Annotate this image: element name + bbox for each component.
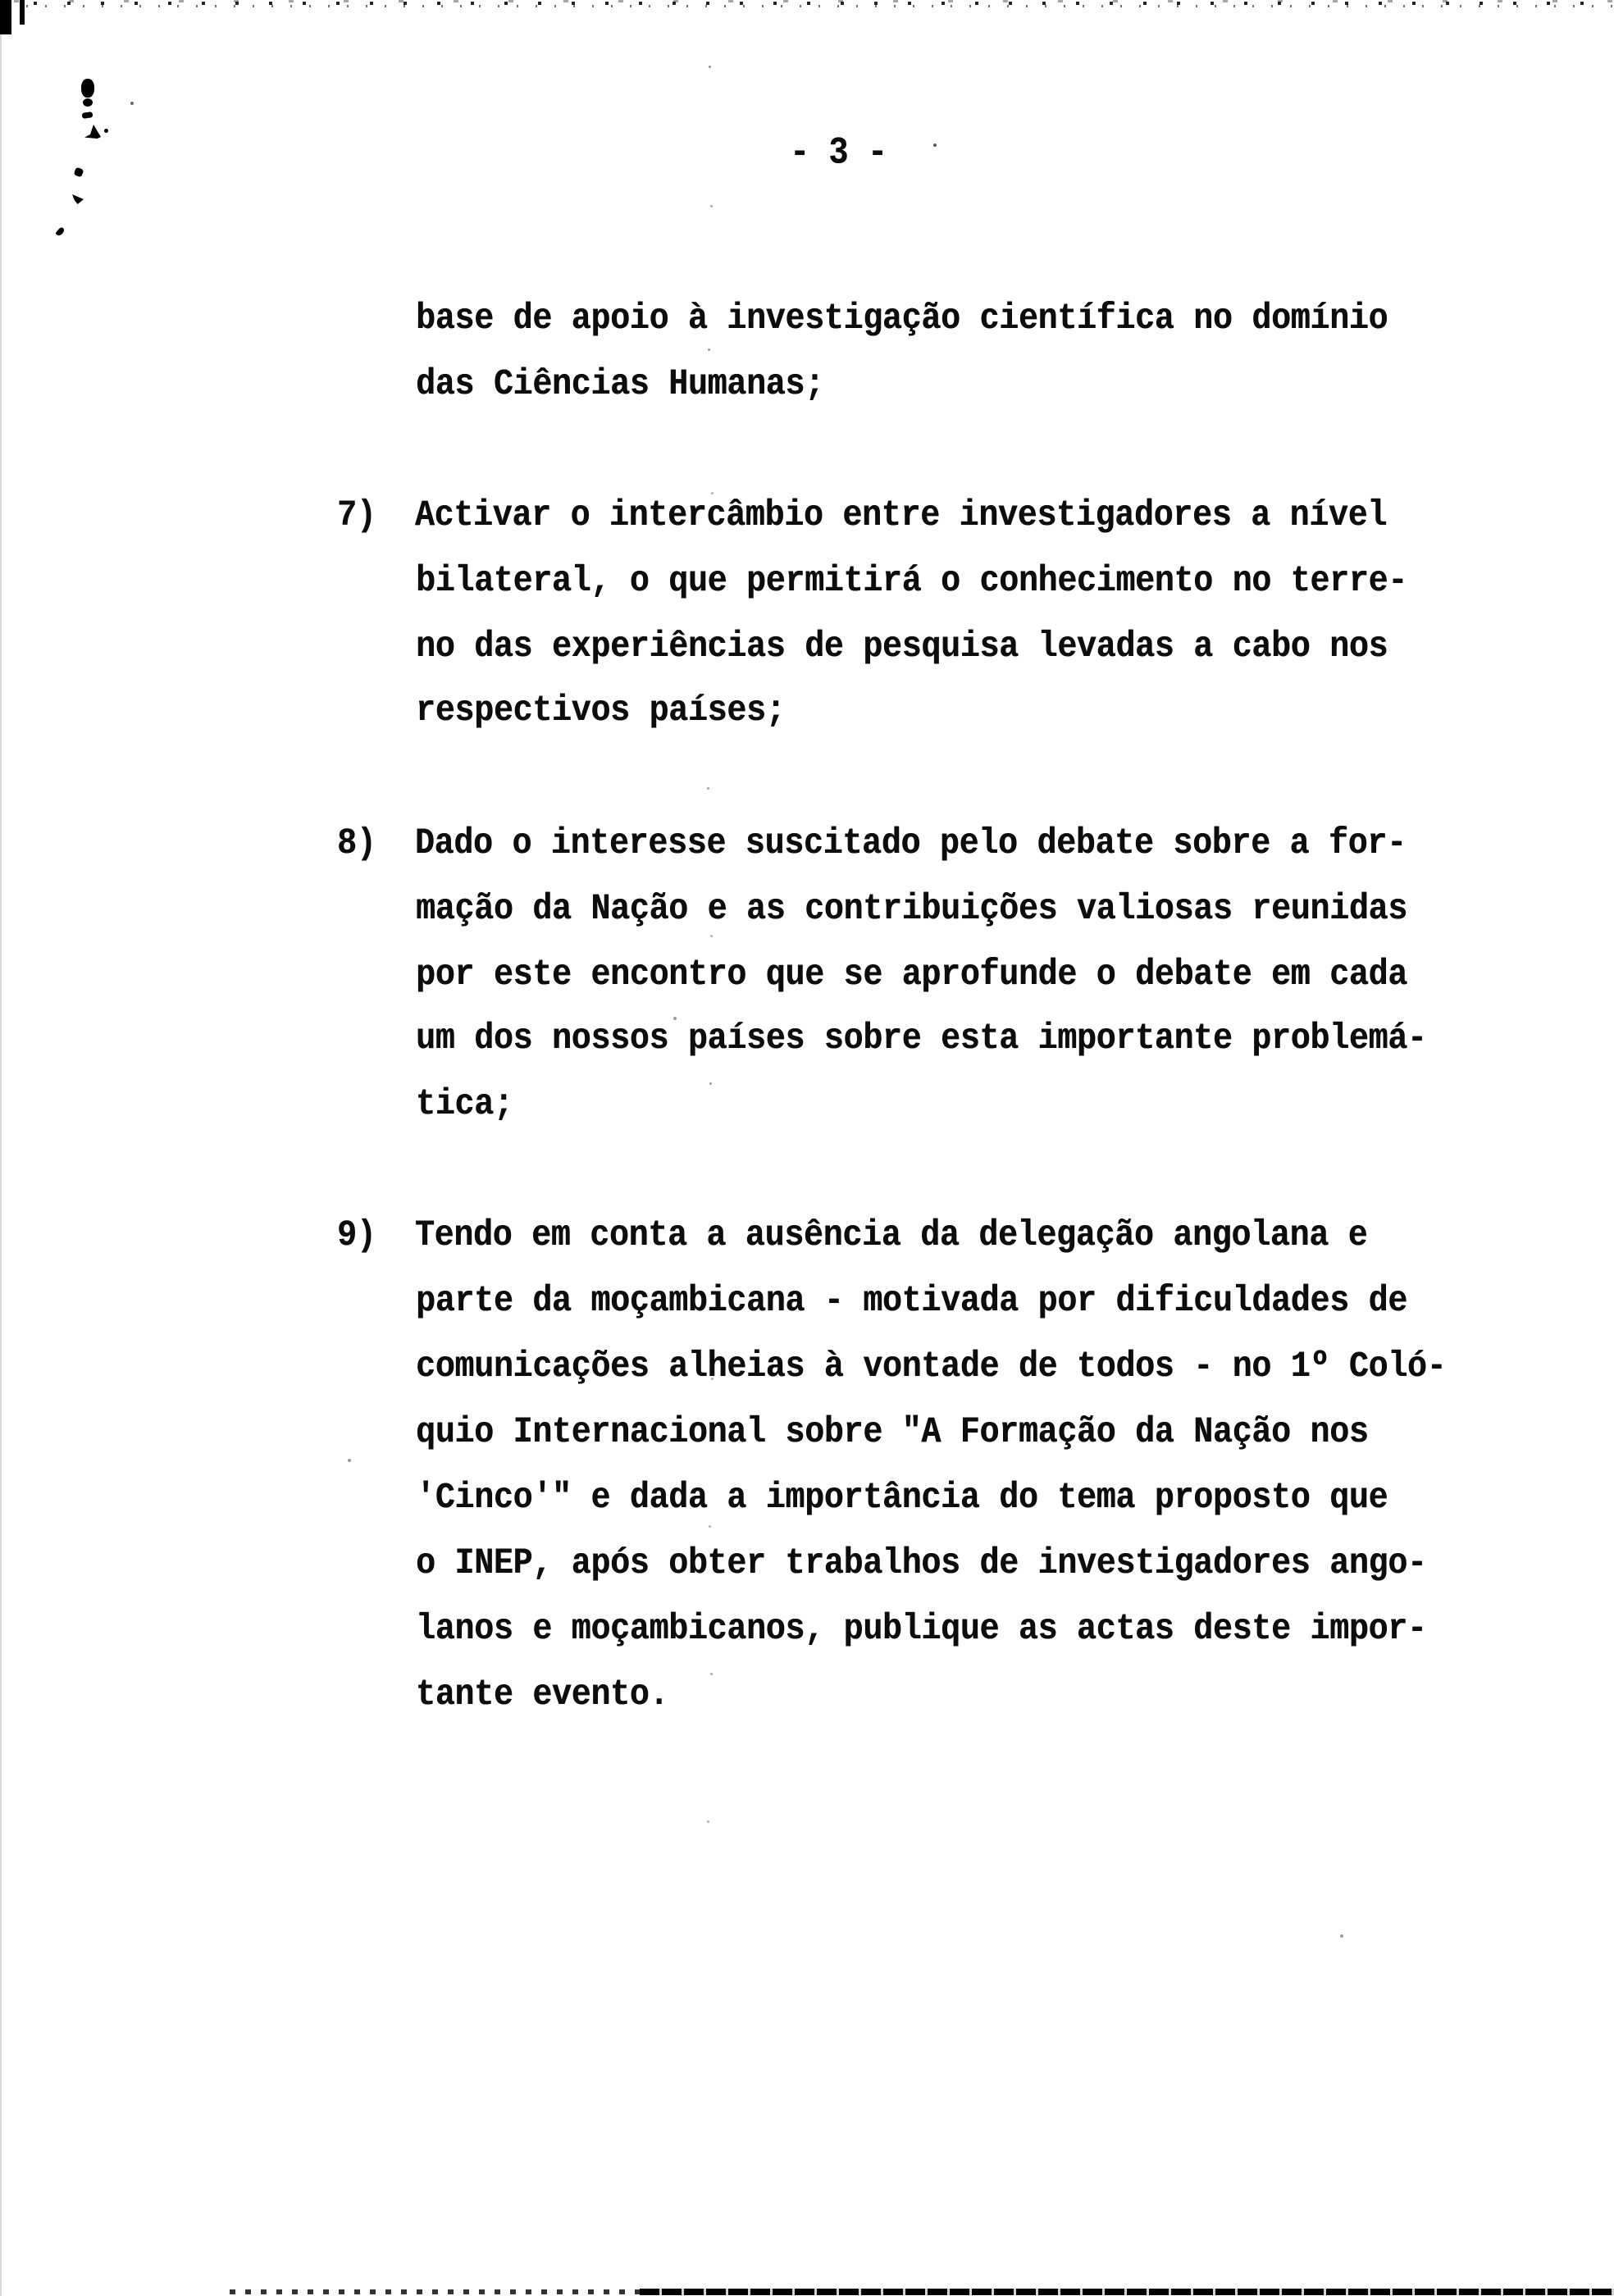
ink-blob-artifact: [84, 125, 101, 139]
ink-blob-artifact: [82, 112, 93, 119]
text-line: o INEP, após obter trabalhos de investigadores ango-: [416, 1543, 1427, 1585]
text-line: lanos e moçambicanos, publique as actas deste impor-: [416, 1609, 1427, 1651]
text-line: bilateral, o que permitirá o conhecimento no terre-: [416, 561, 1407, 603]
text-line: tante evento.: [416, 1674, 669, 1716]
text-line: base de apoio à investigação científica no domínio: [416, 298, 1388, 340]
scan-mark-top-left-corner: [0, 0, 11, 34]
list-item-8-line: 8) Dado o interesse suscitado pelo debate sobre a for-: [337, 823, 1407, 865]
text-line: tica;: [416, 1084, 513, 1126]
ink-blob-artifact: [72, 194, 84, 204]
ink-blob-artifact: [104, 129, 108, 133]
ink-blob-artifact: [83, 98, 93, 107]
scan-mark-top-left-corner: [20, 0, 25, 25]
list-item-7-line: 7) Activar o intercâmbio entre investigadores a nível: [337, 495, 1388, 537]
scan-left-edge-line: [0, 0, 2, 2296]
text-line: quio Internacional sobre "A Formação da Nação nos: [416, 1412, 1369, 1454]
text-line: respectivos países;: [416, 690, 786, 732]
scan-noise-bottom-edge: [230, 2289, 640, 2294]
ink-blob-artifact: [74, 167, 84, 178]
page-number: - 3 -: [790, 132, 887, 175]
scan-crease-speckles: [709, 66, 711, 68]
text-line: por este encontro que se aprofunde o debate em cada: [416, 954, 1407, 996]
scan-noise-bottom-edge: [640, 2289, 1614, 2295]
text-line: das Ciências Humanas;: [416, 364, 824, 406]
text-line: parte da moçambicana - motivada por dificuldades de: [416, 1281, 1407, 1323]
scan-noise-top-edge: [0, 0, 1614, 11]
ink-blob-artifact: [81, 79, 94, 98]
ink-blob-artifact: [55, 226, 65, 237]
text-line: no das experiências de pesquisa levadas a cabo nos: [416, 626, 1388, 668]
scan-speckles: [130, 102, 134, 105]
text-line: um dos nossos países sobre esta importante problemá-: [416, 1018, 1427, 1060]
text-line: mação da Nação e as contribuições valiosas reunidas: [416, 889, 1407, 931]
list-item-9-line: 9) Tendo em conta a ausência da delegação angolana e: [337, 1215, 1368, 1257]
text-line: comunicações alheias à vontade de todos - no 1º Coló-: [416, 1346, 1447, 1388]
text-line: 'Cinco'" e dada a importância do tema proposto que: [416, 1478, 1388, 1519]
